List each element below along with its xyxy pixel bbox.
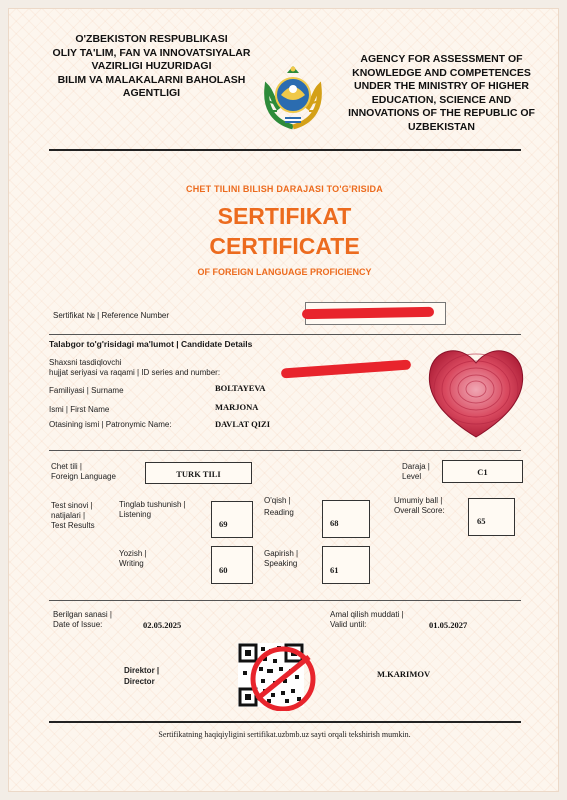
listening-score-box [211,501,253,538]
director-label-line1: Direktor | [124,666,160,675]
level-value: C1 [477,467,488,477]
surname-label: Familiyasi | Surname [49,386,124,395]
issue-date-value: 02.05.2025 [143,620,182,630]
results-label-line2: natijalari | [51,511,86,520]
listening-label-line2: Listening [119,510,152,519]
agency-uz-line: OLIY TA'LIM, FAN VA INNOVATSIYALAR [52,46,251,59]
issue-date-label-line2: Date of Issue: [53,620,103,629]
language-box [145,462,252,484]
writing-label-line1: Yozish | [119,549,147,558]
level-label-line1: Daraja | [402,462,430,471]
overall-label-line1: Umumiy ball | [394,496,443,505]
section-divider [49,334,521,335]
agency-en-line: KNOWLEDGE AND COMPETENCES [352,66,531,79]
speaking-score: 61 [330,565,339,575]
director-name: M.KARIMOV [377,669,431,679]
agency-uz-line: O'ZBEKISTON RESPUBLIKASI [75,33,228,45]
agency-name-en [334,53,549,134]
patronymic-value: DAVLAT QIZI [215,419,271,429]
level-label-line2: Level [402,472,422,481]
id-label-line1: Shaxsni tasdiqlovchi [49,358,122,367]
listening-score: 69 [219,519,228,529]
title-subtitle-top: CHET TILINI BILISH DARAJASI TO'G'RISIDA [186,184,383,194]
footer-divider [49,721,521,723]
heart-sticker-icon [422,337,530,442]
agency-uz-line: AGENTLIGI [122,87,181,99]
agency-en-line: EDUCATION, SCIENCE AND [371,93,512,106]
writing-score: 60 [219,565,228,575]
listening-label-line1: Tinglab tushunish | [119,500,186,509]
state-emblem-icon [257,61,329,133]
language-label-line2: Foreign Language [51,472,116,481]
results-label-line3: Test Results [51,521,95,530]
reading-label-line2: Reading [264,508,294,517]
verification-note: Sertifikatning haqiqiyligini sertifikat.uzbmb.uz sayti orqali tekshirish mumkin. [158,730,411,739]
speaking-label-line1: Gapirish | [264,549,299,558]
first-name-value: MARJONA [215,402,259,412]
speaking-label-line2: Speaking [264,559,298,568]
results-label-line1: Test sinovi | [51,501,93,510]
valid-until-value: 01.05.2027 [429,620,468,630]
writing-score-box [211,546,253,584]
valid-until-label-line2: Valid until: [330,620,367,629]
overall-score-box [468,498,515,536]
header-divider [49,149,521,151]
issue-date-label-line1: Berilgan sanasi | [53,610,112,619]
level-box [442,460,523,483]
agency-en-line: AGENCY FOR ASSESSMENT OF [360,53,523,65]
agency-uz-line: VAZIRLIGI HUZURIDAGI [91,60,212,72]
surname-value: BOLTAYEVA [215,383,266,393]
language-value: TURK TILI [176,469,221,479]
section-divider [49,450,521,451]
redaction-mark [302,307,434,319]
section-divider [49,600,521,601]
first-name-label: Ismi | First Name [49,405,110,414]
certificate-sheet [8,8,559,792]
language-label-line1: Chet tili | [51,462,82,471]
title-main-en: CERTIFICATE [209,233,360,259]
title-subtitle-bottom: OF FOREIGN LANGUAGE PROFICIENCY [197,267,372,277]
reading-score-box [322,500,370,538]
agency-uz-line: BILIM VA MALAKALARNI BAHOLASH [57,73,246,86]
director-label-line2: Director [124,677,155,686]
qr-code-icon [233,641,323,711]
agency-en-line: INNOVATIONS OF THE REPUBLIC OF [348,107,535,119]
writing-label-line2: Writing [119,559,144,568]
id-label-line2: hujjat seriyasi va raqami | ID series and number: [49,368,221,377]
reference-number-label: Sertifikat № | Reference Number [53,311,170,320]
agency-en-line: UNDER THE MINISTRY OF HIGHER [353,80,529,92]
speaking-score-box [322,546,370,584]
reference-number-box [305,302,446,325]
reading-label-line1: O'qish | [264,496,291,505]
valid-until-label-line1: Amal qilish muddati | [330,610,404,619]
reading-score: 68 [330,518,339,528]
overall-score: 65 [477,516,486,526]
title-main-uz: SERTIFIKAT [217,203,352,229]
patronymic-label: Otasining ismi | Patronymic Name: [49,420,172,429]
candidate-section-label: Talabgor to'g'risidagi ma'lumot | Candidate Details [49,339,253,349]
overall-label-line2: Overall Score: [394,506,445,515]
redaction-mark [281,359,411,378]
agency-name-uz [49,33,254,101]
agency-en-line: UZBEKISTAN [408,120,475,133]
